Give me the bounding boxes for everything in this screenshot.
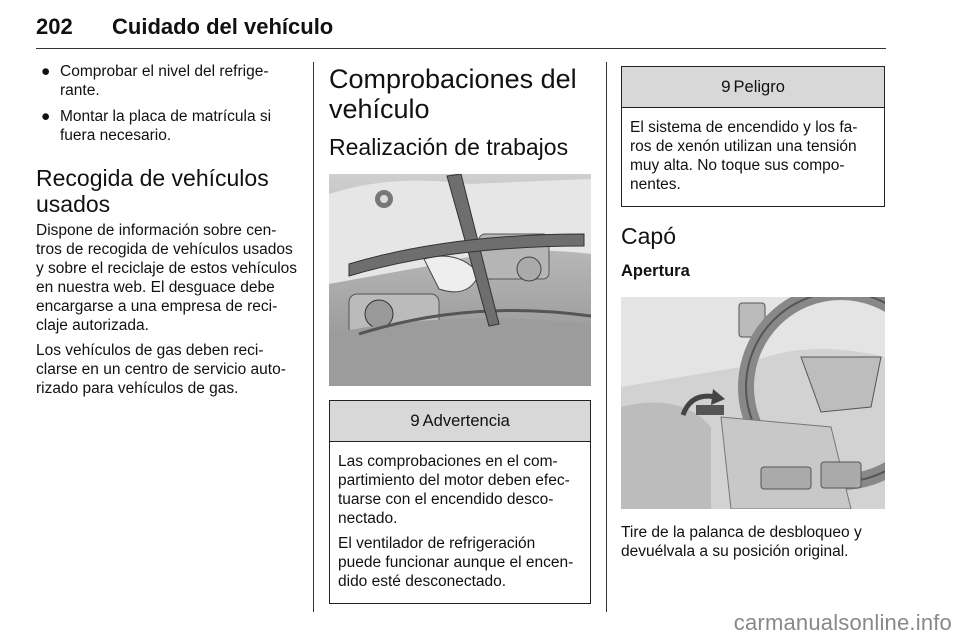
column-divider-1 [313, 62, 314, 612]
section-title: Comprobaciones del vehículo [329, 64, 577, 124]
danger-box [621, 66, 885, 207]
bullet-text: Comprobar el nivel del refrige- rante. [60, 63, 269, 99]
bullet-item [36, 107, 298, 145]
section-subheading: Apertura [621, 262, 690, 280]
warning-box [329, 400, 591, 604]
watermark: carmanualsonline.info [733, 610, 952, 635]
warning-header [330, 401, 590, 442]
bullet-icon: ● [41, 63, 51, 80]
danger-icon: 9 [721, 77, 731, 96]
header-rule [36, 48, 886, 49]
danger-text: El sistema de encendido y los fa-ros de xenón utilizan una tensión muy alta. No toque sus compo-nentes. [630, 119, 858, 193]
warning-text: El ventilador de refrigeración puede funcionar aunque el encen-dido esté desconectado. [338, 535, 574, 590]
caption: Tire de la palanca de desbloqueo y devuélvala a su posición original. [621, 524, 862, 560]
column-1 [36, 62, 298, 404]
paragraph: Dispone de información sobre cen-tros de recogida de vehículos usados y sobre el reciclaje de estos vehículos en nuestra web. El desguace debe encargarse a una empresa de reci-claje autorizada. [36, 222, 298, 334]
column-divider-2 [606, 62, 607, 612]
warning-text: Las comprobaciones en el com-partimiento del motor deben efec-tuarse con el encendido desco-nectado. [338, 453, 570, 527]
bullet-item [36, 62, 298, 100]
warning-label: Advertencia [422, 411, 510, 430]
engine-bay-illustration [329, 174, 591, 386]
danger-header [622, 67, 884, 108]
paragraph: Los vehículos de gas deben reci-clarse en un centro de servicio auto-rizado para vehículos de gas. [36, 342, 286, 397]
page-title: Cuidado del vehículo [112, 14, 334, 39]
hood-release-illustration [621, 297, 885, 509]
section-subtitle: Realización de trabajos [329, 134, 569, 160]
column-2 [329, 64, 591, 604]
section-heading: Capó [621, 223, 676, 249]
section-heading: Recogida de vehículos usados [36, 165, 269, 217]
warning-icon: 9 [410, 411, 420, 430]
column-3 [621, 66, 885, 567]
bullet-icon: ● [41, 108, 51, 125]
danger-label: Peligro [733, 77, 785, 96]
page-header [36, 14, 886, 44]
bullet-text: Montar la placa de matrícula si fuera necesario. [60, 108, 272, 144]
page-number: 202 [36, 14, 73, 39]
